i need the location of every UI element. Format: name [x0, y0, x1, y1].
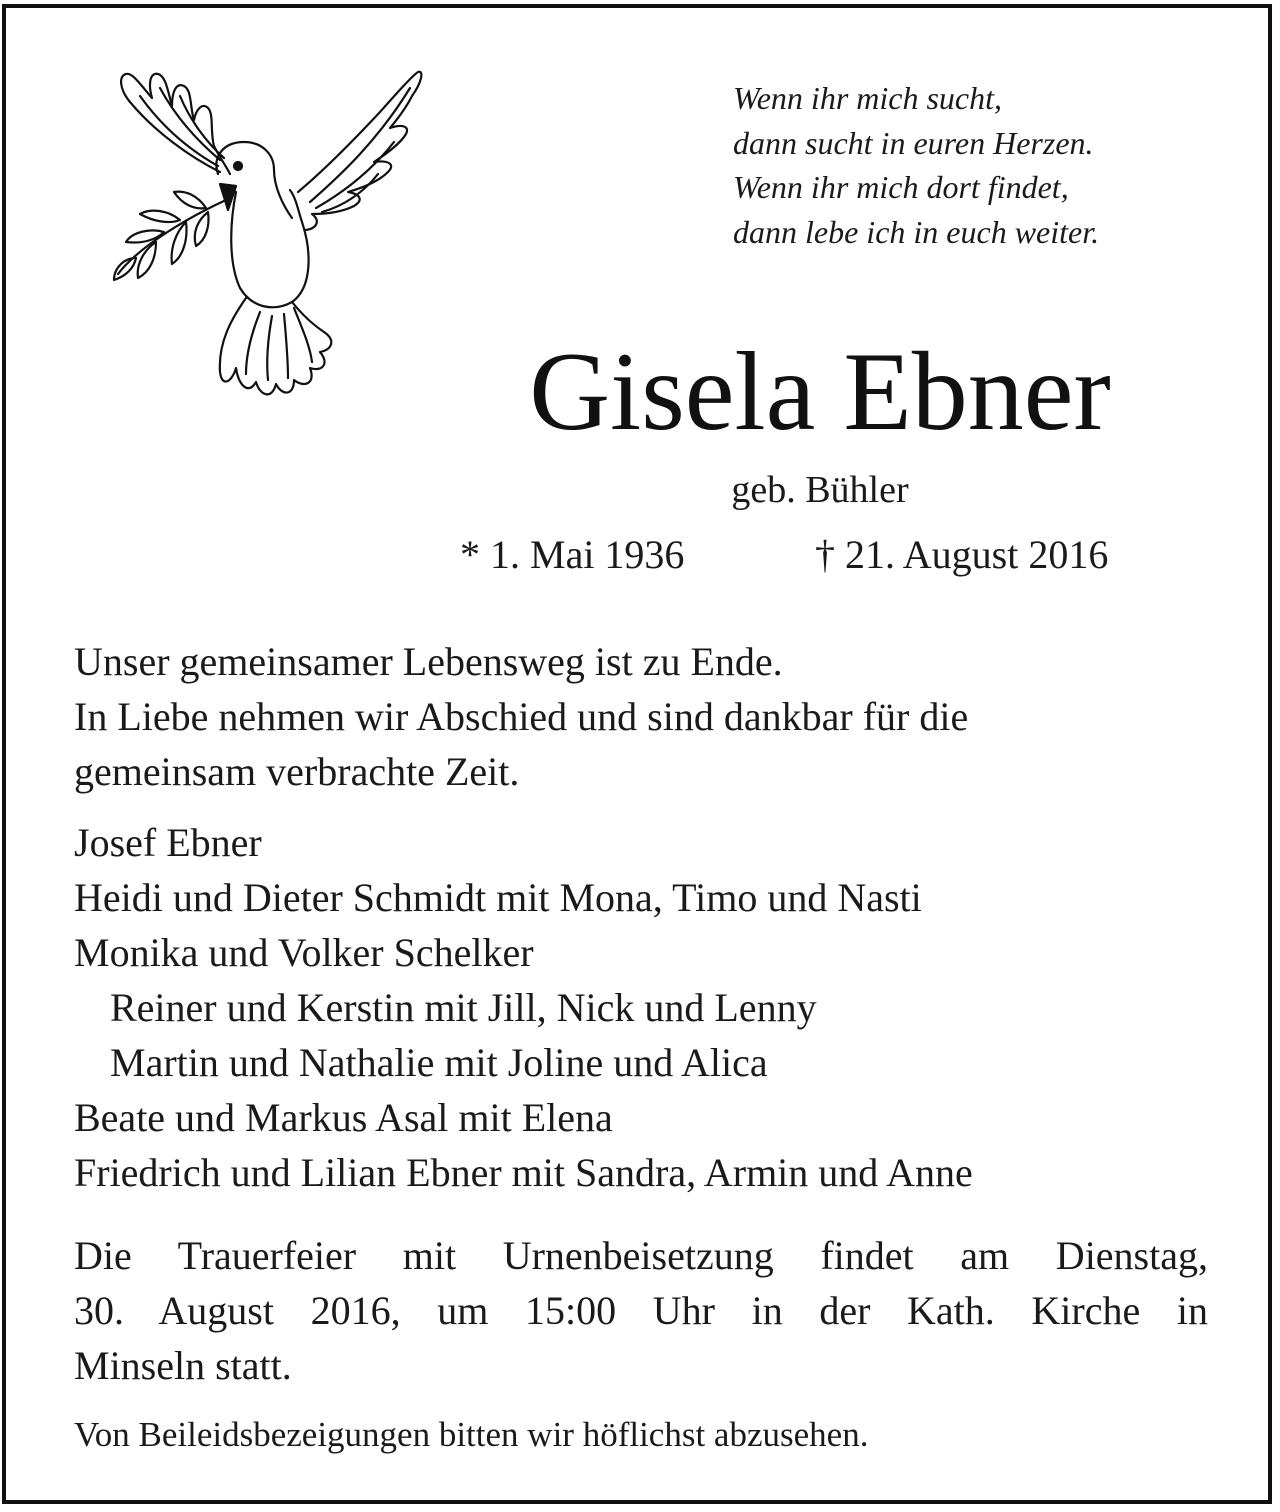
family-list — [74, 815, 1208, 1200]
family-member: Josef Ebner — [74, 820, 262, 865]
death-date: † 21. August 2016 — [815, 532, 1109, 577]
deceased-name: Gisela Ebner — [529, 330, 1111, 454]
service-line: 30. August 2016, um 15:00 Uhr in der Kath. Kirche in — [74, 1288, 1208, 1333]
service-line: Die Trauerfeier mit Urnenbeisetzung findet am Dienstag, — [74, 1233, 1208, 1278]
service-line: Minseln statt. — [74, 1343, 292, 1388]
poem-line: dann sucht in euren Herzen. — [733, 124, 1094, 161]
dove-with-olive-branch-icon — [60, 62, 430, 412]
intro-line: Unser gemeinsamer Lebensweg ist zu Ende. — [74, 639, 783, 684]
birth-date: * 1. Mai 1936 — [460, 532, 685, 577]
intro-text — [74, 634, 1208, 799]
poem-line: Wenn ihr mich sucht, — [733, 80, 1003, 116]
family-member: Heidi und Dieter Schmidt mit Mona, Timo und Nasti — [74, 875, 922, 920]
maiden-name: geb. Bühler — [731, 469, 909, 511]
family-member: Martin und Nathalie mit Joline und Alica — [110, 1040, 768, 1085]
poem-line: dann lebe ich in euch weiter. — [733, 213, 1100, 250]
family-member: Beate und Markus Asal mit Elena — [74, 1095, 613, 1140]
poem — [733, 76, 1253, 254]
intro-line: gemeinsam verbrachte Zeit. — [74, 749, 520, 794]
intro-line: In Liebe nehmen wir Abschied und sind dankbar für die — [74, 694, 969, 739]
family-member: Monika und Volker Schelker — [74, 930, 534, 975]
family-member: Reiner und Kerstin mit Jill, Nick und Lenny — [110, 985, 817, 1030]
poem-line: Wenn ihr mich dort findet, — [733, 169, 1069, 205]
closing-note: Von Beileidsbezeigungen bitten wir höflichst abzusehen. — [74, 1415, 869, 1454]
family-member: Friedrich und Lilian Ebner mit Sandra, Armin und Anne — [74, 1150, 973, 1195]
service-announcement — [74, 1228, 1208, 1393]
